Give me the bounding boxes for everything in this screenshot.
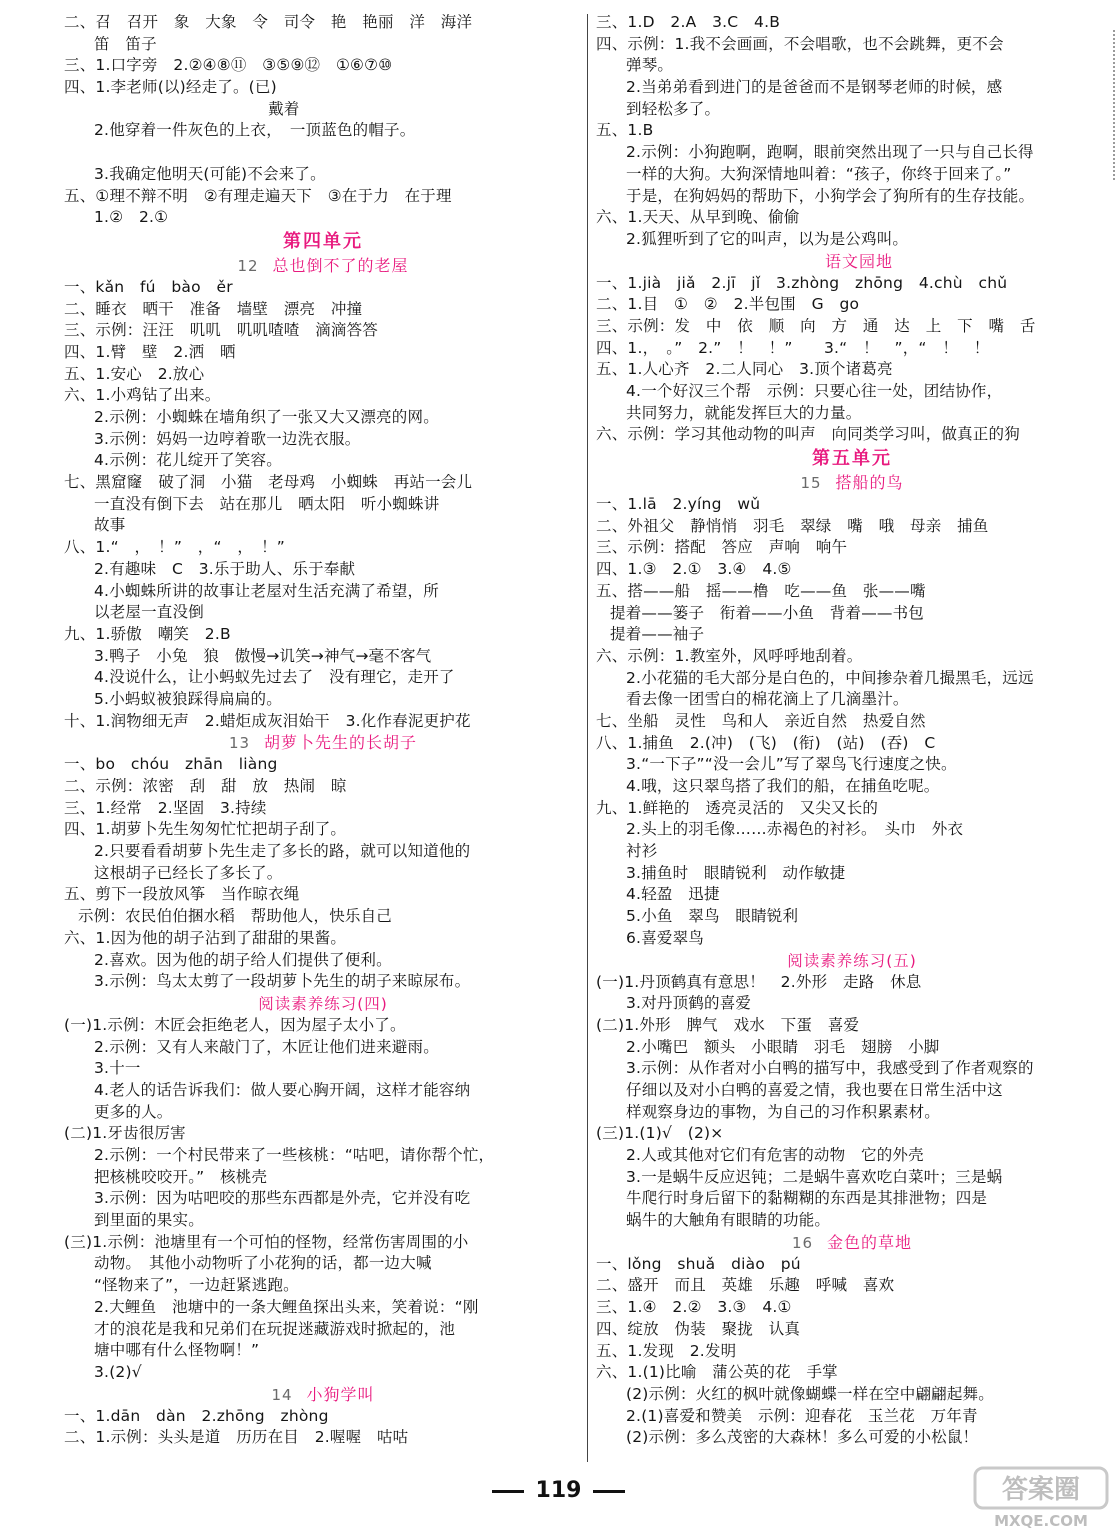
answer-line: 2.示例：小蜘蛛在墙角织了一张又大又漂亮的网。 [94,408,439,426]
site-watermark-logo [971,1462,1111,1532]
answer-line: 4.没说什么，让小蚂蚁先过去了 没有理它，走开了 [94,668,455,687]
answer-line: 二、1.示例：头头是道 历历在目 2.喔喔 咕咕 [64,1428,409,1447]
answer-line: 六、示例：学习其他动物的叫声 向同类学习叫，做真正的狗 [596,425,1020,444]
answer-line: 二、睡衣 晒干 准备 墙壁 漂亮 冲撞 [64,299,363,318]
answer-line: 塘中哪有什么怪物啊！” [94,1341,260,1360]
footer-dash-left [492,1490,524,1493]
answer-line: (二)1.牙齿很厉害 [64,1124,186,1143]
answer-line: 3.示例：妈妈一边哼着歌一边洗衣服。 [94,429,361,448]
answer-line: 一、lǒng shuǎ diào pú [596,1254,801,1273]
answer-line: 一、1.jià jiǎ 2.jī jǐ 3.zhòng zhōng 4.chù chǔ [596,273,1008,292]
answer-line: 戴着 [64,99,300,118]
answer-line: 五、剪下一段放风筝 当作晾衣绳 [64,885,300,904]
lesson-number: 12 [237,256,259,275]
answer-line: 3.我确定他明天(可能)不会来了。 [94,164,326,183]
answer-line: (2)示例：火红的枫叶就像蝴蝶一样在空中翩翩起舞。 [626,1384,994,1403]
answer-line: 2.(1)喜爱和赞美 示例：迎春花 玉兰花 万年青 [626,1406,978,1425]
watermark-line1: 答案圈 [1001,1475,1081,1505]
column-divider [587,14,588,1462]
answer-line: 四、1.， 。” 2.” ！ ！” 3.“ ！ ”，“ ！ ！ [596,338,990,357]
right-column [596,12,1108,1449]
answer-line: 2.示例：又有人来敲门了，木匠让他们进来避雨。 [94,1037,439,1056]
answer-line: 提着——袖子 [610,625,705,644]
answer-line: 四、1.李老师(以)经走了。(已) [64,78,277,97]
answer-line: 4.哦，这只翠鸟搭了我们的船，在捕鱼吃呢。 [626,777,940,795]
answer-line: 三、示例：发 中 依 顺 向 方 通 达 上 下 嘴 舌 [596,316,1036,335]
answer-line: 仔细以及对小白鸭的喜爱之情，我也要在日常生活中这 [626,1080,1003,1099]
answer-line: 2.有趣味 C 3.乐于助人、乐于奉献 [94,559,356,578]
answer-line: 5.小蚂蚁被狼踩得扁扁的。 [94,689,282,708]
answer-line: 七、坐船 灵性 鸟和人 亲近自然 热爱自然 [596,711,926,730]
answer-line: 2.他穿着一件灰色的上衣， 一顶蓝色的帽子。 [94,121,416,140]
practice-section-heading: 阅读素养练习(五) [787,951,917,970]
answer-line: 更多的人。 [94,1102,173,1121]
unit-heading: 第四单元 [283,230,363,252]
answer-line: 五、1.人心齐 2.二人同心 3.顶个诸葛亮 [596,360,893,379]
answer-line: 六、1.(1)比喻 蒲公英的花 手掌 [596,1363,838,1382]
answer-line: 笛 笛子 [94,34,157,53]
answer-line: 4.老人的话告诉我们：做人要心胸开阔，这样才能容纳 [94,1080,471,1099]
answer-line: 三、1.经常 2.坚固 3.持续 [64,798,267,817]
answer-line: 衬衫 [626,842,658,861]
answer-line: 一直没有倒下去 站在那儿 晒太阳 听小蜘蛛讲 [94,494,440,513]
answer-line: 四、1.臂 壁 2.洒 晒 [64,342,236,361]
answer-line: (一)1.丹顶鹤真有意思！ 2.外形 走路 休息 [596,972,922,991]
answer-line: 提着——篓子 衔着——小鱼 背着——书包 [610,603,925,622]
answer-line: 四、绽放 伪装 聚拢 认真 [596,1319,801,1338]
answer-line: 到轻松多了。 [626,99,721,118]
answer-line: 一、kǎn fú bào ěr [64,277,233,296]
answer-line: 看去像一团雪白的棉花滴上了几滴墨汁。 [626,690,909,709]
answer-line: 弹琴。 [626,56,674,75]
answer-line: 四、1.③ 2.① 3.④ 4.⑤ [596,560,792,579]
answer-line: 2.大鲤鱼 池塘中的一条大鲤鱼探出头来，笑着说：“刚 [94,1297,479,1316]
answer-line: 二、示例：浓密 刮 甜 放 热闹 晾 [64,777,347,795]
answer-line: 于是，在狗妈妈的帮助下，小狗学会了狗所有的生存技能。 [626,186,1035,205]
page-footer [0,1478,1117,1503]
answer-line: “怪物来了”，一边赶紧逃跑。 [94,1276,299,1295]
lesson-heading [64,255,582,277]
left-column [64,12,582,1449]
answer-line: 牛爬行时身后留下的黏糊糊的东西是其排泄物；四是 [626,1189,988,1208]
answer-line: (三)1.(1)√ (2)× [596,1124,724,1143]
answer-line: 3.示例：鸟太太剪了一段胡萝卜先生的胡子来晾尿布。 [94,972,471,991]
answer-line: 4.小蜘蛛所讲的故事让老屋对生活充满了希望，所 [94,581,439,600]
answer-line: 3.(2)√ [94,1362,142,1381]
watermark-line2: MXQE.COM [994,1512,1088,1530]
answer-line: 五、1.发现 2.发明 [596,1341,737,1360]
answer-line: 一样的大狗。大狗深情地叫着：“孩子，你终于回来了。” [626,164,1012,183]
answer-line: 二、1.目 ① ② 2.半包围 G go [596,295,860,314]
answer-line: 一、1.dān dàn 2.zhōng zhòng [64,1406,329,1425]
answer-line: 才的浪花是我和兄弟们在玩捉迷藏游戏时掀起的，池 [94,1319,456,1338]
answer-line: 三、示例：搭配 答应 声响 响午 [596,538,848,557]
answer-line: 八、1.“ ， ！” ，“ ， ！” [64,538,286,557]
answer-line: 四、1.胡萝卜先生匆匆忙忙把胡子刮了。 [64,820,347,839]
answer-line: 这根胡子已经长了多长了。 [94,863,283,882]
answer-line: 二、外祖父 静悄悄 羽毛 翠绿 嘴 哦 母亲 捕鱼 [596,516,989,535]
answer-line: 4.示例：花儿绽开了笑容。 [94,451,282,470]
answer-line: 2.小花猫的毛大部分是白色的，中间掺杂着几撮黑毛，远远 [626,668,1034,687]
answer-line: 以老屋一直没倒 [94,603,204,622]
answer-line: 二、盛开 而且 英雄 乐趣 呼喊 喜欢 [596,1276,895,1295]
binding-edge-marks [1108,30,1115,180]
lesson-title: 总也倒不了的老屋 [272,255,409,275]
answer-line: 三、1.④ 2.② 3.③ 4.① [596,1298,792,1317]
answer-line: (2)示例：多么茂密的大森林！多么可爱的小松鼠！ [626,1428,979,1447]
answer-line: 把核桃咬咬开。” 核桃壳 [94,1167,268,1186]
answer-line: 八、1.捕鱼 2.(冲) (飞) (衔) (站) (吞) C [596,733,936,752]
lesson-title: 语文园地 [824,251,893,271]
answer-line [64,142,582,164]
answer-line: 七、黑窟窿 破了洞 小猫 老母鸡 小蜘蛛 再站一会儿 [64,473,473,492]
answer-line: 2.只要看看胡萝卜先生走了多长的路，就可以知道他的 [94,842,471,861]
answer-line: 三、示例：汪汪 叽叽 叽叽喳喳 滴滴答答 [64,321,379,340]
answer-line: 五、①理不辩不明 ②有理走遍天下 ③在于力 在于理 [64,186,452,205]
answer-line: (二)1.外形 脾气 戏水 下蛋 喜爱 [596,1015,860,1034]
answer-line: 3.一是蜗牛反应迟钝；二是蜗牛喜欢吃白菜叶；三是蜗 [626,1167,1003,1186]
lesson-title: 金色的草地 [827,1232,913,1252]
answer-line: 五、1.安心 2.放心 [64,364,205,383]
answer-line: 2.当弟弟看到进门的是爸爸而不是钢琴老师的时候，感 [626,78,1003,97]
answer-line: 4.一个好汉三个帮 示例：只要心往一处，团结协作， [626,382,1003,400]
lesson-title: 胡萝卜先生的长胡子 [264,733,418,753]
lesson-number: 16 [791,1233,814,1252]
answer-line: 3.鸭子 小兔 狼 傲慢→讥笑→神气→毫不客气 [94,646,432,665]
answer-line: 6.喜爱翠鸟 [626,928,704,947]
answer-line: 五、搭——船 摇——橹 吃——鱼 张——嘴 [596,581,926,600]
answer-line: 六、1.因为他的胡子沾到了甜甜的果酱。 [64,928,347,947]
lesson-number: 14 [271,1385,293,1404]
answer-line: 九、1.骄傲 嘲笑 2.B [64,624,231,643]
lesson-heading [596,251,1108,273]
answer-line: 2.头上的羽毛像……赤褐色的衬衫。 头巾 外衣 [626,820,964,839]
answer-line: 到里面的果实。 [94,1211,204,1230]
lesson-heading [64,1384,582,1406]
lesson-title: 小狗学叫 [306,1384,375,1404]
page-number: 119 [535,1478,582,1503]
answer-line: 四、示例：1.我不会画画，不会唱歌，也不会跳舞，更不会 [596,34,1004,53]
answer-line: 4.轻盈 迅捷 [626,885,720,904]
answer-line: (三)1.示例：池塘里有一个可怕的怪物，经常伤害周围的小 [64,1232,469,1251]
answer-line: 3.十一 [94,1059,141,1078]
answer-line: 2.喜欢。因为他的胡子给人们提供了便利。 [94,950,392,969]
answer-line: 蜗牛的大触角有眼睛的功能。 [626,1211,831,1230]
answer-line: 3.“一下子”“没一会儿”写了翠鸟飞行速度之快。 [626,755,957,774]
answer-line: 动物。 其他小动物听了小花狗的话，都一边大喊 [94,1254,432,1273]
unit-heading: 第五单元 [812,448,892,470]
practice-section-heading: 阅读素养练习(四) [258,994,388,1013]
answer-line: 一、1.lā 2.yíng wǔ [596,495,761,514]
lesson-heading [596,1232,1108,1254]
answer-line: (一)1.示例：木匠会拒绝老人，因为屋子太小了。 [64,1015,406,1034]
answer-line: 5.小鱼 翠鸟 眼睛锐利 [626,907,799,926]
answer-line: 三、1.D 2.A 3.C 4.B [596,13,781,31]
answer-line: 共同努力，就能发挥巨大的力量。 [626,403,862,422]
answer-line: 2.示例：一个村民带来了一些核桃：“咕吧，请你帮个忙， [94,1146,495,1164]
answer-line: 示例：农民伯伯捆水稻 帮助他人，快乐自己 [78,907,393,926]
lesson-number: 15 [800,474,822,493]
answer-line: 三、1.口字旁 2.②④⑧⑪ ③⑤⑨⑫ ①⑥⑦⑩ [64,56,393,75]
answer-line: 故事 [94,516,126,535]
answer-line: 2.人或其他对它们有危害的动物 它的外壳 [626,1146,924,1164]
footer-dash-right [593,1490,625,1493]
answer-line: 九、1.鲜艳的 透亮灵活的 又尖又长的 [596,798,879,817]
answer-line: 六、示例：1.教室外，风呼呼地刮着。 [596,646,863,665]
answer-line: 3.示例：因为咕吧咬的那些东西都是外壳，它并没有吃 [94,1189,471,1208]
answer-line: 3.对丹顶鹤的喜爱 [626,994,752,1013]
answer-line: 一、bo chóu zhān liàng [64,755,278,774]
answer-line: 3.捕鱼时 眼睛锐利 动作敏捷 [626,863,846,882]
answer-line: 2.示例：小狗跑啊，跑啊，眼前突然出现了一只与自己长得 [626,143,1034,162]
answer-line: 二、召 召开 象 大象 令 司令 艳 艳丽 洋 海洋 [64,13,473,31]
answer-line: 五、1.B [596,121,654,140]
answer-line: 十、1.润物细无声 2.蜡炬成灰泪始干 3.化作春泥更护花 [64,711,471,730]
lesson-heading [64,732,582,754]
answer-line: 1.② 2.① [94,208,169,227]
lesson-title: 搭船的鸟 [835,473,904,493]
lesson-number: 13 [228,734,251,753]
answer-line: 样观察身边的事物，为自己的习作积累素材。 [626,1102,941,1121]
answer-line: 2.小嘴巴 额头 小眼睛 羽毛 翅膀 小脚 [626,1037,940,1056]
answer-line: 2.狐狸听到了它的叫声，以为是公鸡叫。 [626,229,909,248]
answer-line: 六、1.天天、从早到晚、偷偷 [596,208,800,227]
lesson-heading [596,472,1108,494]
answer-line: 3.示例：从作者对小白鸭的描写中，我感受到了作者观察的 [626,1059,1034,1078]
answer-line: 六、1.小鸡钻了出来。 [64,386,221,405]
